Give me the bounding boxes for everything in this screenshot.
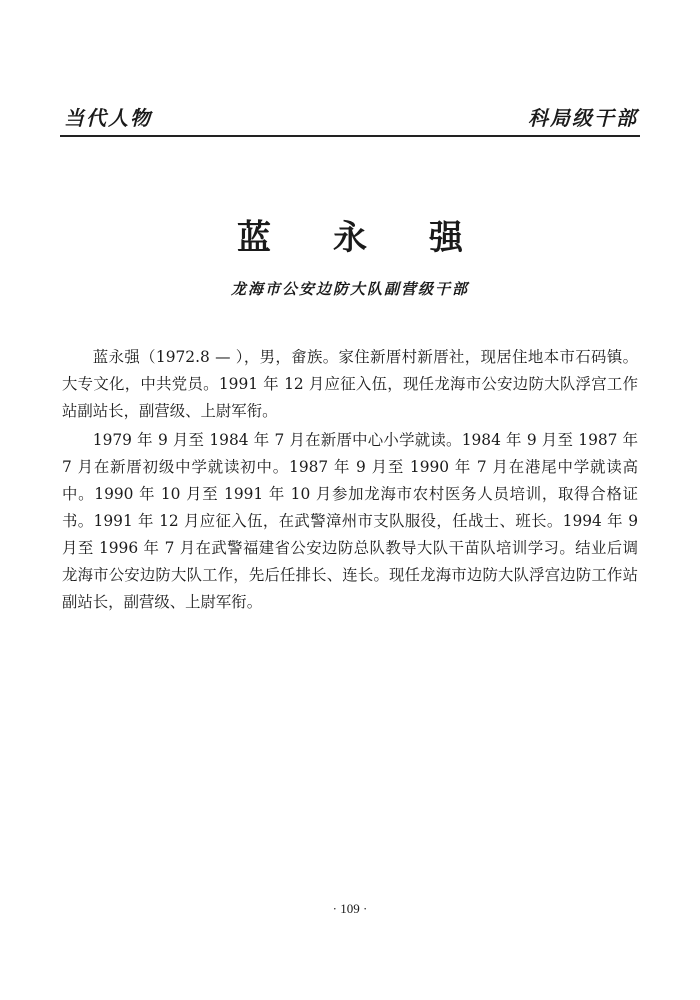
paragraph: 蓝永强（1972.8 — ），男，畲族。家住新厝村新厝社，现居住地本市石码镇。大专文化，中共党员。1991 年 12 月应征入伍，现任龙海市公安边防大队浮宫工作站副站长，副营级、上尉军衔。: [62, 348, 638, 420]
running-header: [64, 100, 638, 134]
article-subtitle: 龙海市公安边防大队副营级干部: [230, 280, 469, 298]
article-title: 蓝永强: [237, 218, 525, 258]
header-divider: [60, 135, 640, 137]
paragraph: 1979 年 9 月至 1984 年 7 月在新厝中心小学就读。1984 年 9 月至 1987 年 7 月在新厝初级中学就读初中。1987 年 9 月至 1990 年 7 月在港尾中学就读高中。1990 年 10 月至 1991 年 10 月参加龙海市农村医务人员培训，取得合格证书。1991 年 12 月应征入伍，在武警漳州市支队服役，任战士、班长。1994 年 9 月至 1996 年 7 月在武警福建省公安边防总队教导大队干苗队培训学习。结业后调龙海市公安边防大队工作，先后任排长、连长。现任龙海市边防大队浮宫边防工作站副站长，副营级、上尉军衔。: [62, 431, 638, 611]
article-body: [62, 344, 638, 618]
page-number: · 109 ·: [332, 901, 368, 916]
header-section-title: 当代人物: [64, 106, 152, 130]
header-category: 科局级干部: [528, 106, 638, 130]
